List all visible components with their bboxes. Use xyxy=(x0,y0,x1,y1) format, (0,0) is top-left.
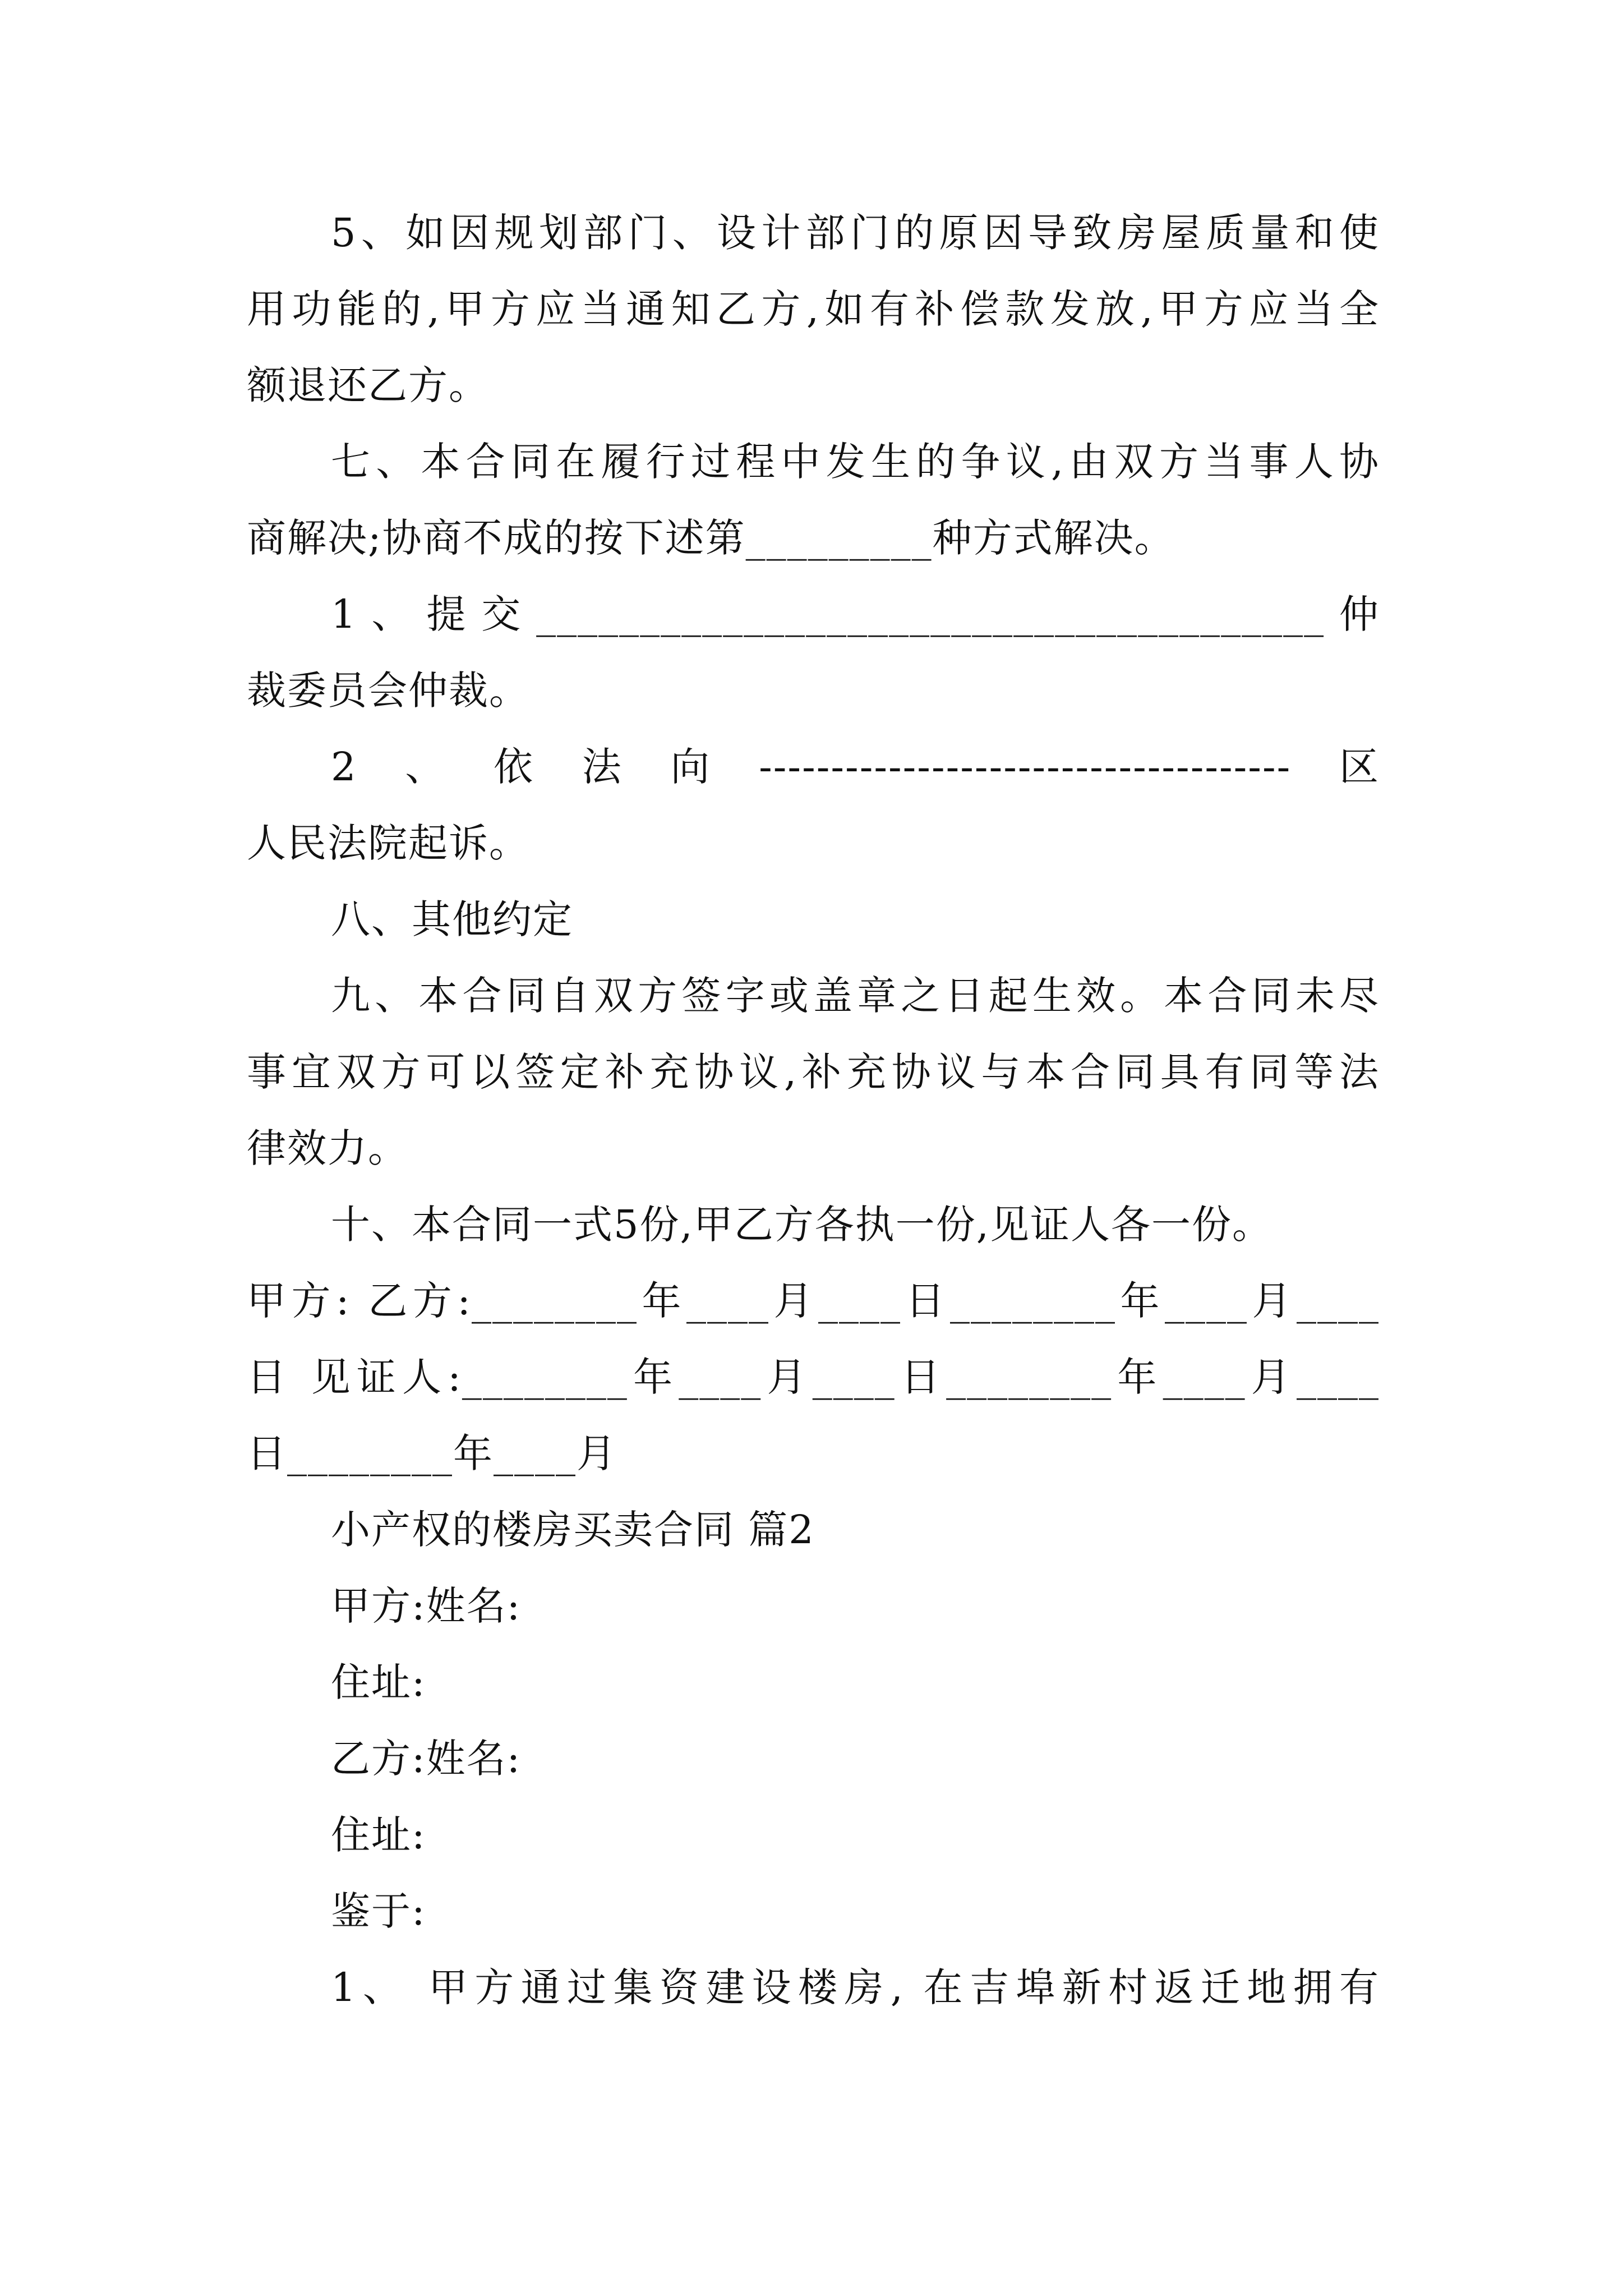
text-line: 1、 甲方通过集资建设楼房, 在吉埠新村返迁地拥有 xyxy=(331,1964,1380,2010)
text-line: 住址: xyxy=(331,1659,426,1705)
text-line: 5、如因规划部门、设计部门的原因导致房屋质量和使 xyxy=(331,210,1380,256)
text-line: 八、其他约定 xyxy=(331,896,573,942)
text-line: 十、本合同一式5份,甲乙方各执一份,见证人各一份。 xyxy=(331,1202,1273,1248)
text-line: 商解决;协商不成的按下述第_________种方式解决。 xyxy=(247,515,1175,561)
text-line: 裁委员会仲裁。 xyxy=(247,668,529,714)
text-line: 用功能的,甲方应当通知乙方,如有补偿款发放,甲方应当全 xyxy=(247,286,1380,332)
text-line: 日 见证人:________年____月____日________年____月____ xyxy=(247,1354,1380,1400)
text-line: 额退还乙方。 xyxy=(247,362,489,408)
text-line: 律效力。 xyxy=(247,1125,408,1171)
section-heading: 小产权的楼房买卖合同 篇2 xyxy=(331,1507,815,1553)
text-line: 事宜双方可以签定补充协议,补充协议与本合同具有同等法 xyxy=(247,1049,1380,1095)
text-line: 日________年____月 xyxy=(247,1430,617,1476)
text-line: 甲方:姓名: xyxy=(331,1583,522,1629)
text-line: 甲方: 乙方:________年____月____日________年____月____ xyxy=(247,1278,1380,1324)
text-line: 2、依法向-------------------------------------区 xyxy=(331,744,1380,790)
text-line: 九、本合同自双方签字或盖章之日起生效。本合同未尽 xyxy=(331,973,1380,1019)
text-line: 七、本合同在履行过程中发生的争议,由双方当事人协 xyxy=(331,439,1380,485)
text-line: 鉴于: xyxy=(331,1888,426,1934)
text-line: 1、提交______________________________________仲 xyxy=(331,591,1380,637)
text-line: 住址: xyxy=(331,1812,426,1858)
text-line: 人民法院起诉。 xyxy=(247,820,529,866)
text-line: 乙方:姓名: xyxy=(331,1736,522,1782)
